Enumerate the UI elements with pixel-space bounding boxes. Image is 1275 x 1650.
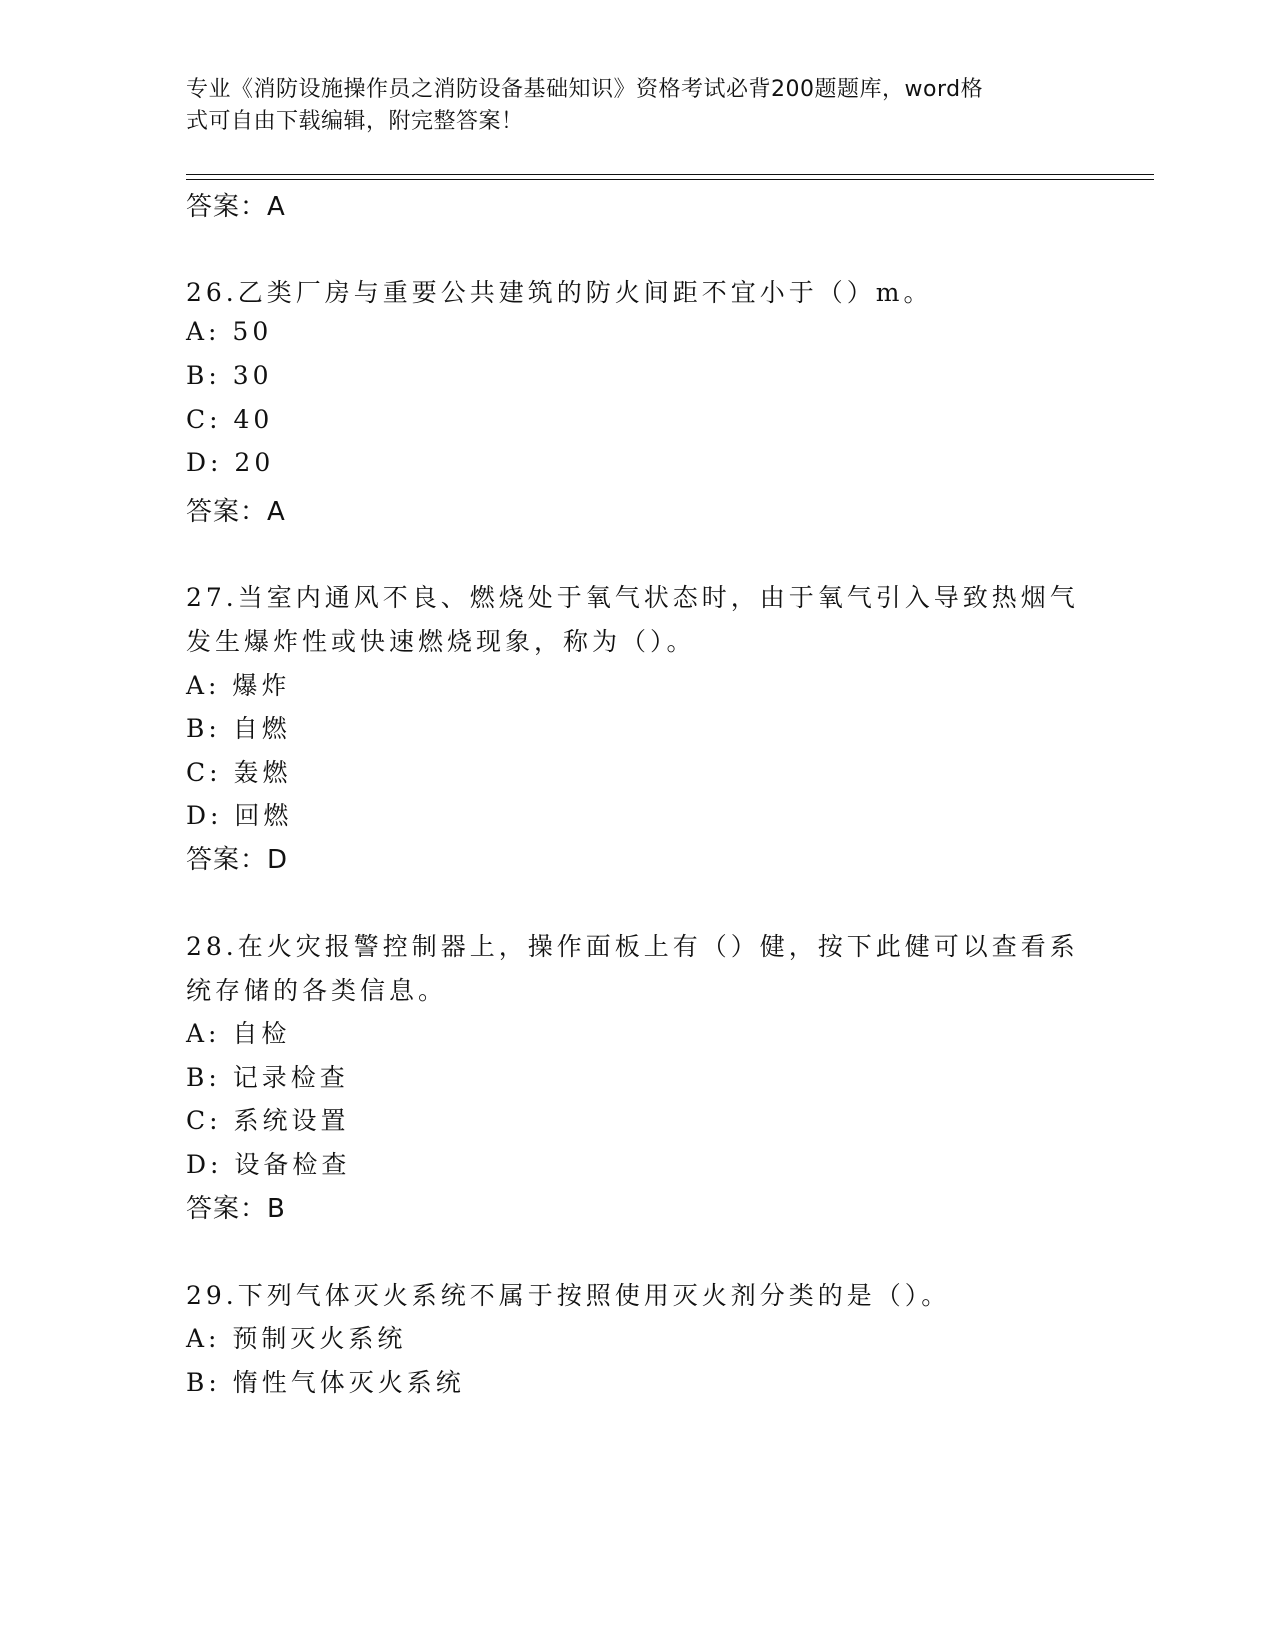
question-option: C: 轰燃 <box>186 758 292 787</box>
question-option: D: 设备检查 <box>186 1150 351 1179</box>
question-stem: 统存储的各类信息。 <box>186 976 448 1005</box>
question-stem: 29.下列气体灭火系统不属于按照使用灭火剂分类的是（）。 <box>186 1281 951 1310</box>
previous-answer: 答案：A <box>186 192 286 222</box>
question-answer: 答案：D <box>186 845 289 875</box>
question-stem: 26.乙类厂房与重要公共建筑的防火间距不宜小于（）m。 <box>186 278 933 307</box>
question-answer: 答案：B <box>186 1194 286 1224</box>
question-option: B: 惰性气体灭火系统 <box>186 1368 465 1397</box>
header-line-1: 专业《消防设施操作员之消防设备基础知识》资格考试必背200题题库，word格 <box>186 77 984 102</box>
question-option: C: 40 <box>186 405 274 434</box>
question-option: D: 20 <box>186 448 275 477</box>
header-divider-bottom <box>186 179 1154 180</box>
question-option: B: 30 <box>186 361 273 390</box>
question-option: A: 50 <box>186 317 273 346</box>
header-divider-top <box>186 174 1154 175</box>
question-option: B: 记录检查 <box>186 1063 349 1092</box>
question-option: D: 回燃 <box>186 801 293 830</box>
question-option: C: 系统设置 <box>186 1106 350 1135</box>
question-stem: 27.当室内通风不良、燃烧处于氧气状态时，由于氧气引入导致热烟气 <box>186 583 1079 612</box>
question-answer: 答案：A <box>186 497 286 527</box>
page-header <box>186 74 1066 138</box>
question-stem: 28.在火灾报警控制器上，操作面板上有（）健，按下此健可以查看系 <box>186 932 1079 961</box>
question-option: A: 自检 <box>186 1019 291 1048</box>
question-option: A: 预制灭火系统 <box>186 1324 407 1353</box>
header-line-2: 式可自由下载编辑，附完整答案！ <box>186 109 524 134</box>
question-option: B: 自燃 <box>186 714 291 743</box>
question-stem: 发生爆炸性或快速燃烧现象，称为（）。 <box>186 627 696 656</box>
question-option: A: 爆炸 <box>186 671 291 700</box>
